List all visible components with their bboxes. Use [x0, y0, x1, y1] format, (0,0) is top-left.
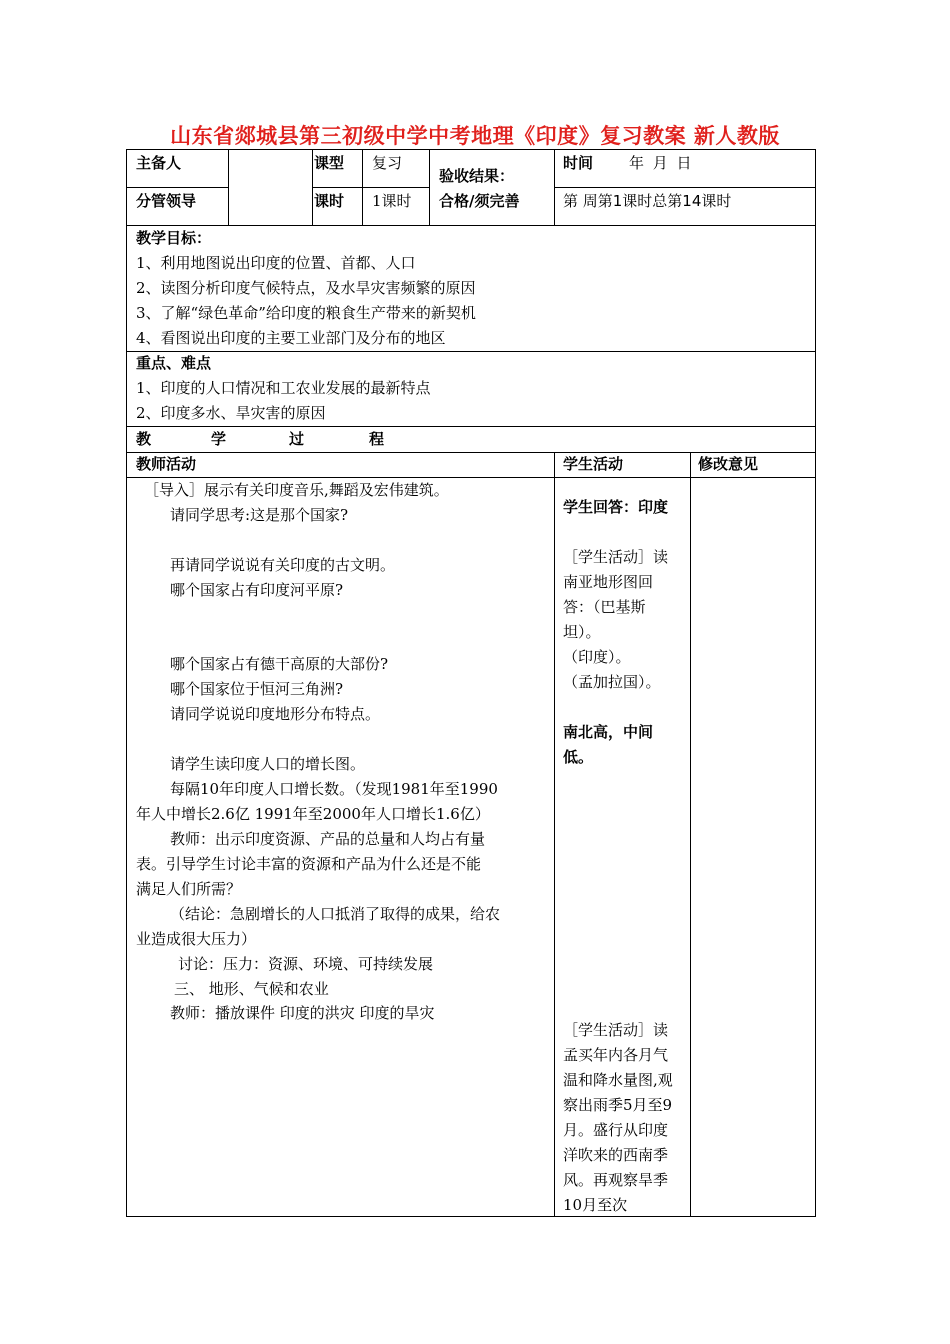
key-points-heading: 重点、难点: [136, 354, 212, 372]
process-heading-char: 程: [369, 430, 385, 448]
teacher-line: 教师：播放课件 印度的洪灾 印度的旱灾: [170, 1004, 435, 1022]
process-heading-char: 学: [211, 430, 227, 448]
type-value: 复习: [372, 154, 403, 172]
key-point-item: 1、印度的人口情况和工农业发展的最新特点: [136, 379, 431, 397]
col-notes-header: 修改意见: [698, 455, 759, 473]
teacher-line: 再请同学说说有关印度的古文明。: [170, 556, 396, 574]
teacher-line: 满足人们所需？: [136, 880, 242, 898]
key-point-item: 2、印度多水、旱灾害的原因: [136, 404, 326, 422]
teacher-line: 教师：出示印度资源、产品的总量和人均占有量: [170, 830, 486, 848]
teacher-line: 业造成很大压力）: [136, 930, 257, 948]
student-answer: （孟加拉国）。: [563, 673, 661, 691]
teacher-line: 表。引导学生讨论丰富的资源和产品为什么还是不能: [136, 855, 482, 873]
document-title: 山东省郯城县第三初级中学中考地理《印度》复习教案 新人教版: [170, 124, 780, 148]
process-heading-char: 过: [289, 430, 305, 448]
objectives-heading: 教学目标：: [136, 229, 212, 247]
teacher-line: 哪个国家占有德干高原的大部份?: [170, 655, 389, 673]
student-activity: ［学生活动］读南亚地形图回答：（巴基斯坦）。: [563, 548, 669, 641]
student-answer: 学生回答：印度: [563, 498, 669, 516]
student-activity: ［学生活动］读孟买年内各月气温和降水量图,观察出雨季5月至9月。盛行从印度洋吹来的西南季风。再观察旱季10月至次: [563, 1021, 673, 1214]
hours-label: 课时: [314, 192, 345, 210]
teacher-line: （结论：急剧增长的人口抵消了取得的成果，给农: [170, 905, 501, 923]
check-label: 验收结果：: [439, 167, 515, 185]
objective-item: 1、利用地图说出印度的位置、首都、人口: [136, 254, 416, 272]
process-heading-char: 教: [136, 430, 152, 448]
teacher-line: 请同学说说印度地形分布特点。: [170, 705, 381, 723]
hours-value: 1课时: [372, 192, 412, 210]
objective-item: 3、了解“绿色革命”给印度的粮食生产带来的新契机: [136, 304, 476, 322]
student-answer: （印度）。: [563, 648, 631, 666]
teacher-line: 讨论：压力：资源、环境、可持续发展: [178, 955, 434, 973]
objective-item: 4、看图说出印度的主要工业部门及分布的地区: [136, 329, 446, 347]
teacher-line: 三、 地形、气候和农业: [174, 980, 329, 998]
teacher-line: 哪个国家占有印度河平原?: [170, 581, 344, 599]
teacher-line: 请学生读印度人口的增长图。: [170, 755, 366, 773]
leader-label: 分管领导: [136, 192, 197, 210]
check-value: 合格/须完善: [439, 192, 520, 210]
time-value: 年 月 日: [629, 154, 692, 172]
preparer-label: 主备人: [136, 154, 182, 172]
time-label: 时间: [563, 154, 594, 172]
teacher-line: 请同学思考:这是那个国家?: [170, 506, 349, 524]
schedule-value: 第 周第1课时总第14课时: [563, 192, 732, 210]
col-teacher-header: 教师活动: [136, 455, 197, 473]
teacher-line: 哪个国家位于恒河三角洲?: [170, 680, 344, 698]
type-label: 课型: [314, 154, 345, 172]
teacher-line: 年人中增长2.6亿 1991年至2000年人口增长1.6亿）: [136, 805, 490, 823]
teacher-line: 每隔10年印度人口增长数。（发现1981年至1990: [170, 780, 498, 798]
objective-item: 2、读图分析印度气候特点，及水旱灾害频繁的原因: [136, 279, 476, 297]
teacher-line: ［导入］展示有关印度音乐,舞蹈及宏伟建筑。: [144, 481, 449, 499]
student-answer: 南北高，中间低。: [563, 723, 654, 766]
col-student-header: 学生活动: [563, 455, 624, 473]
